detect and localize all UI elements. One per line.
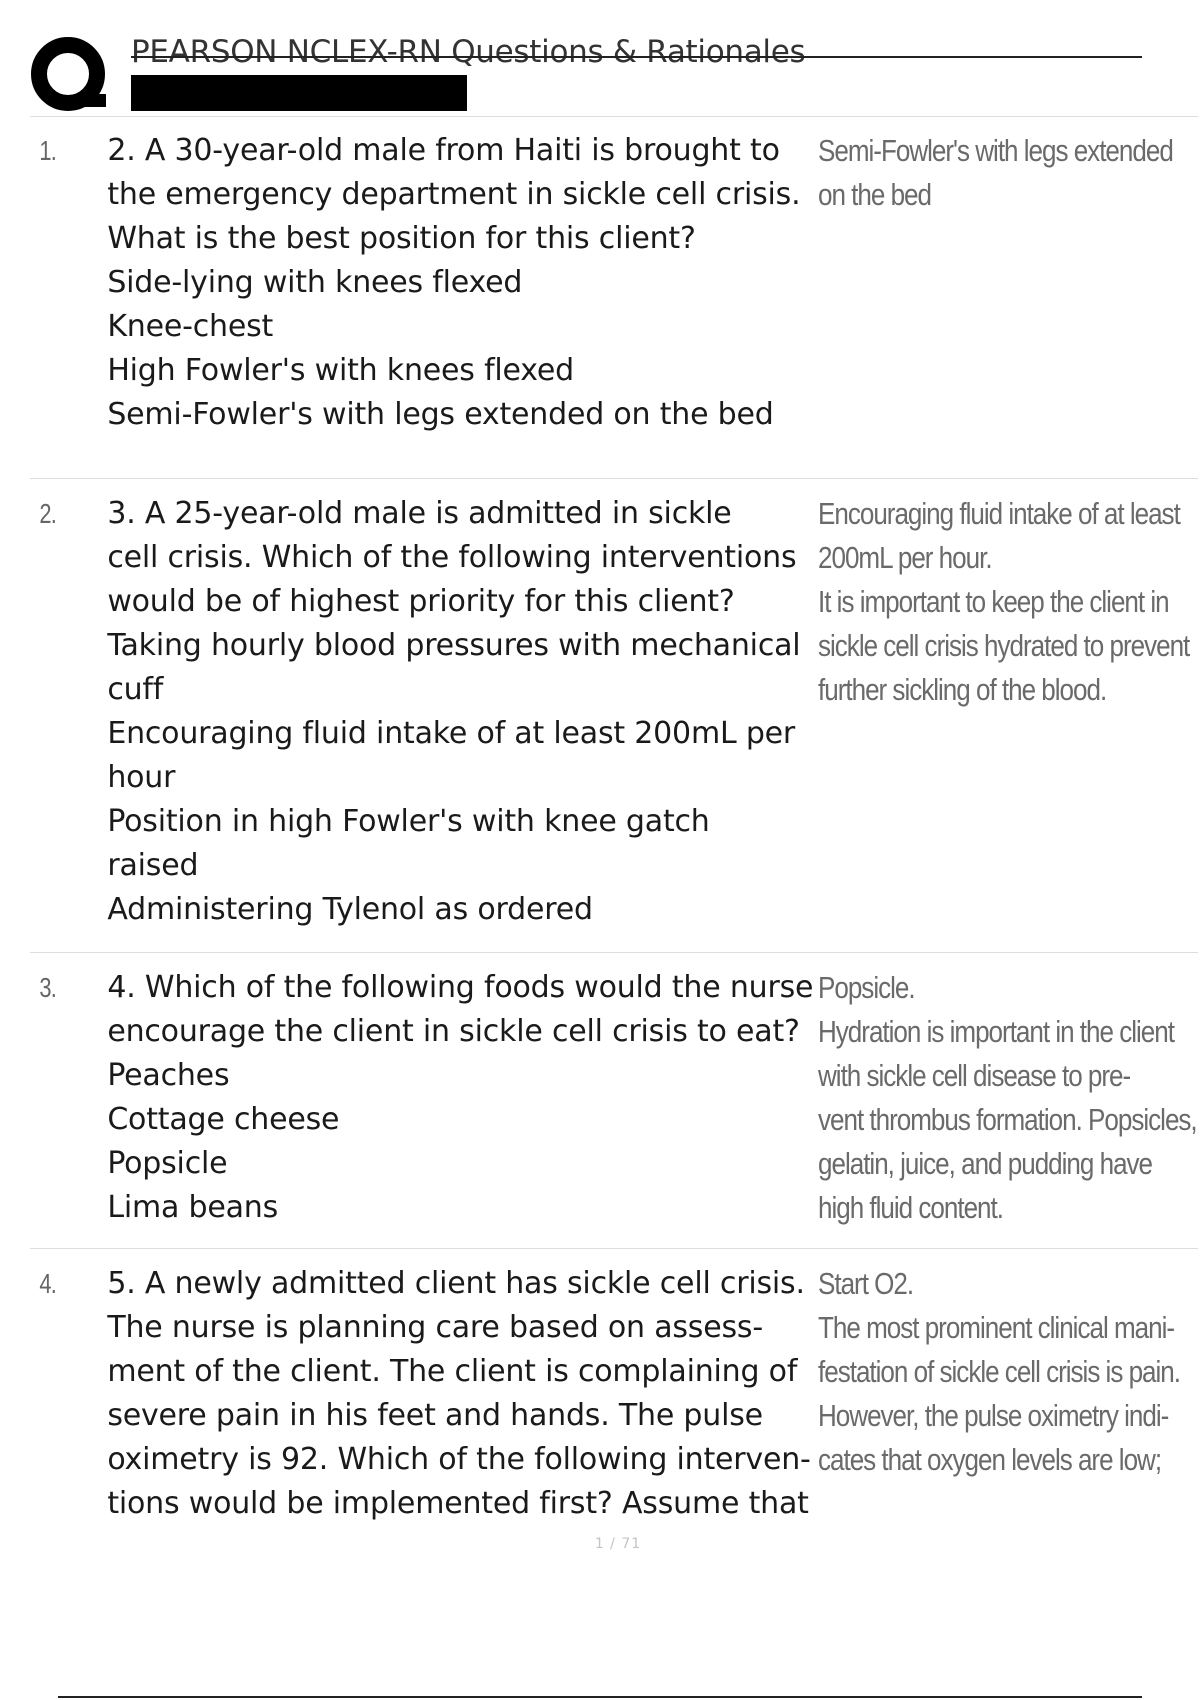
question-line: Taking hourly blood pressures with mechanical bbox=[107, 628, 801, 663]
answer-line: However, the pulse oximetry indi- bbox=[818, 1398, 1169, 1433]
question-line: tions would be implemented first? Assume that bbox=[107, 1486, 809, 1521]
card-answer bbox=[818, 966, 1197, 1248]
question-line: What is the best position for this client? bbox=[107, 221, 696, 256]
question-line: would be of highest priority for this client? bbox=[107, 584, 735, 619]
card-answer bbox=[818, 492, 1190, 952]
question-line: encourage the client in sickle cell crisis to eat? bbox=[107, 1014, 800, 1049]
page-number: 1 / 71 bbox=[594, 1536, 642, 1552]
question-line: 3. A 25-year-old male is admitted in sickle bbox=[107, 496, 732, 531]
card-answer bbox=[818, 1262, 1181, 1539]
answer-line: on the bed bbox=[818, 177, 932, 212]
question-line: 2. A 30-year-old male from Haiti is brought to bbox=[107, 133, 780, 168]
flashcard-list bbox=[30, 118, 1198, 1539]
answer-line: Encouraging fluid intake of at least bbox=[818, 496, 1180, 531]
card-number: 2. bbox=[39, 498, 57, 529]
question-line: ment of the client. The client is complaining of bbox=[107, 1354, 798, 1389]
question-line: Knee-chest bbox=[107, 309, 274, 344]
header-divider bbox=[30, 116, 1198, 117]
flashcard bbox=[30, 118, 1198, 479]
card-question bbox=[107, 1262, 818, 1539]
answer-line: with sickle cell disease to pre- bbox=[818, 1058, 1131, 1093]
answer-line: 200mL per hour. bbox=[818, 540, 992, 575]
card-number: 1. bbox=[39, 135, 57, 166]
question-line: the emergency department in sickle cell crisis. bbox=[107, 177, 801, 212]
answer-line: further sickling of the blood. bbox=[818, 672, 1107, 707]
card-number: 3. bbox=[39, 972, 57, 1003]
card-question bbox=[107, 129, 818, 478]
answer-line: The most prominent clinical mani- bbox=[818, 1310, 1175, 1345]
answer-line: Semi-Fowler's with legs extended bbox=[818, 133, 1173, 168]
redaction-bar bbox=[131, 75, 467, 111]
question-line: Cottage cheese bbox=[107, 1102, 340, 1137]
document-header bbox=[0, 0, 1200, 120]
answer-line: Hydration is important in the client bbox=[818, 1014, 1174, 1049]
question-line: cuff bbox=[107, 672, 164, 707]
question-line: 5. A newly admitted client has sickle cell crisis. bbox=[107, 1266, 805, 1301]
question-line: Position in high Fowler's with knee gatch bbox=[107, 804, 710, 839]
flashcard bbox=[30, 953, 1198, 1249]
title-strikethrough-line bbox=[131, 56, 1142, 58]
question-line: oximetry is 92. Which of the following interven- bbox=[107, 1442, 811, 1477]
question-line: raised bbox=[107, 848, 199, 883]
card-question bbox=[107, 492, 818, 952]
question-line: High Fowler's with knees flexed bbox=[107, 353, 575, 388]
answer-line: Popsicle. bbox=[818, 970, 915, 1005]
question-line: hour bbox=[107, 760, 176, 795]
question-line: Administering Tylenol as ordered bbox=[107, 892, 593, 927]
question-line: The nurse is planning care based on assess- bbox=[107, 1310, 763, 1345]
answer-line: Start O2. bbox=[818, 1266, 914, 1301]
answer-line: It is important to keep the client in bbox=[818, 584, 1169, 619]
answer-line: gelatin, juice, and pudding have bbox=[818, 1146, 1153, 1181]
question-line: Side-lying with knees flexed bbox=[107, 265, 523, 300]
flashcard bbox=[30, 479, 1198, 953]
answer-line: festation of sickle cell crisis is pain. bbox=[818, 1354, 1181, 1389]
answer-line: cates that oxygen levels are low; bbox=[818, 1442, 1162, 1477]
answer-line: vent thrombus formation. Popsicles, bbox=[818, 1102, 1197, 1137]
answer-line: high fluid content. bbox=[818, 1190, 1003, 1225]
question-line: Encouraging fluid intake of at least 200mL per bbox=[107, 716, 796, 751]
answer-line: sickle cell crisis hydrated to prevent bbox=[818, 628, 1190, 663]
card-answer bbox=[818, 129, 1173, 478]
question-line: Popsicle bbox=[107, 1146, 228, 1181]
question-line: cell crisis. Which of the following interventions bbox=[107, 540, 797, 575]
question-line: Lima beans bbox=[107, 1190, 279, 1225]
card-number: 4. bbox=[39, 1268, 57, 1299]
question-line: severe pain in his feet and hands. The pulse bbox=[107, 1398, 763, 1433]
flashcard bbox=[30, 1249, 1198, 1539]
footer-divider bbox=[58, 1696, 1142, 1698]
question-line: Semi-Fowler's with legs extended on the bed bbox=[107, 397, 774, 432]
question-line: Peaches bbox=[107, 1058, 230, 1093]
document-title: PEARSON NCLEX-RN Questions & Rationales bbox=[131, 34, 806, 70]
q-logo-icon bbox=[30, 32, 114, 116]
card-question bbox=[107, 966, 818, 1248]
question-line: 4. Which of the following foods would the nurse bbox=[107, 970, 814, 1005]
